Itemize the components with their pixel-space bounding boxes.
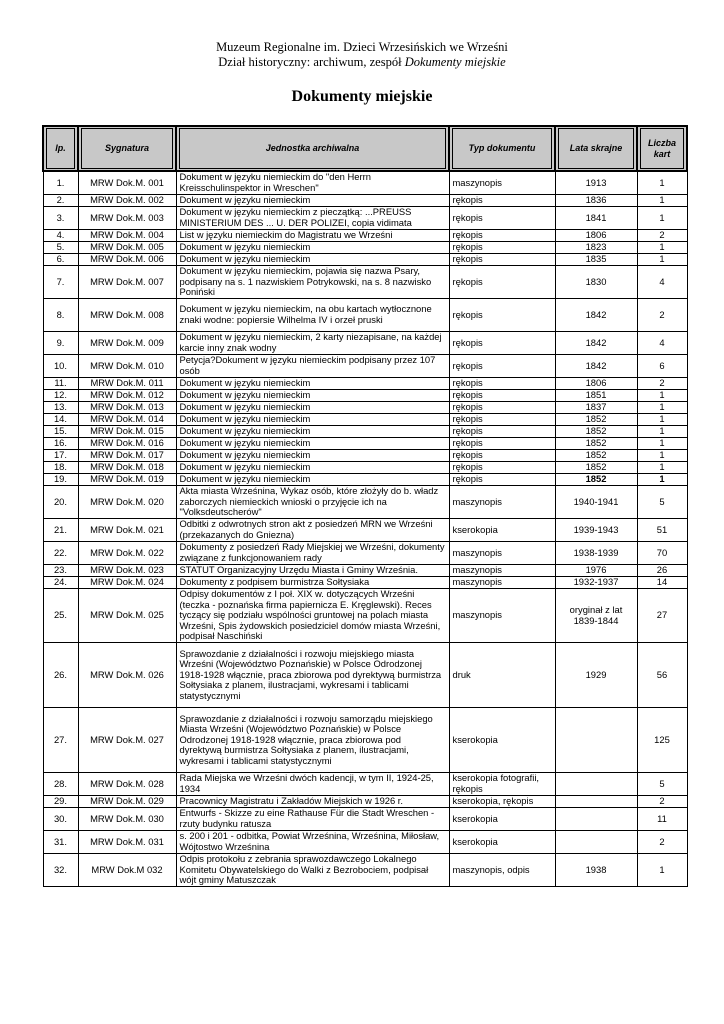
cell-signature: MRW Dok.M. 027: [78, 708, 176, 773]
cell-count: 2: [637, 299, 687, 332]
cell-lp: 20.: [43, 486, 78, 519]
col-header-dates: Lata skrajne: [555, 126, 637, 171]
table-row: [43, 171, 687, 195]
cell-count: 1: [637, 207, 687, 230]
cell-signature: MRW Dok.M. 022: [78, 542, 176, 565]
cell-lp: 30.: [43, 808, 78, 831]
cell-signature: MRW Dok.M. 005: [78, 242, 176, 254]
cell-type: rękopis: [449, 299, 555, 332]
cell-count: 1: [637, 171, 687, 195]
col-header-unit: Jednostka archiwalna: [176, 126, 449, 171]
cell-dates: 1852: [555, 426, 637, 438]
table-row: [43, 299, 687, 332]
cell-count: 6: [637, 355, 687, 378]
cell-type: maszynopis: [449, 171, 555, 195]
cell-type: maszynopis, odpis: [449, 854, 555, 887]
cell-unit: Dokument w języku niemieckim: [176, 402, 449, 414]
collection-name: Dokumenty miejskie: [404, 55, 506, 69]
cell-dates: 1842: [555, 355, 637, 378]
cell-lp: 4.: [43, 230, 78, 242]
cell-signature: MRW Dok.M. 012: [78, 390, 176, 402]
cell-lp: 32.: [43, 854, 78, 887]
cell-dates: 1806: [555, 230, 637, 242]
cell-signature: MRW Dok.M. 017: [78, 450, 176, 462]
cell-count: 125: [637, 708, 687, 773]
cell-count: 2: [637, 230, 687, 242]
cell-unit: Odbitki z odwrotnych stron akt z posiedzeń MRN we Wrześni (przekazanych do Gniezna): [176, 519, 449, 542]
cell-signature: MRW Dok.M. 007: [78, 266, 176, 299]
cell-lp: 8.: [43, 299, 78, 332]
table-row: [43, 450, 687, 462]
cell-dates: 1806: [555, 378, 637, 390]
cell-dates: 1976: [555, 565, 637, 577]
cell-signature: MRW Dok.M. 026: [78, 643, 176, 708]
cell-signature: MRW Dok.M. 023: [78, 565, 176, 577]
col-header-type: Typ dokumentu: [449, 126, 555, 171]
cell-dates: [555, 808, 637, 831]
cell-lp: 6.: [43, 254, 78, 266]
cell-count: 1: [637, 254, 687, 266]
table-row: [43, 402, 687, 414]
cell-signature: MRW Dok.M. 006: [78, 254, 176, 266]
cell-unit: Rada Miejska we Wrześni dwóch kadencji, w tym II, 1924-25, 1934: [176, 773, 449, 796]
cell-unit: Dokument w języku niemieckim: [176, 254, 449, 266]
table-row: [43, 207, 687, 230]
cell-type: rękopis: [449, 242, 555, 254]
cell-dates: 1852: [555, 414, 637, 426]
cell-type: rękopis: [449, 355, 555, 378]
cell-type: kserokopia: [449, 519, 555, 542]
cell-signature: MRW Dok.M. 009: [78, 332, 176, 355]
cell-type: kserokopia, rękopis: [449, 796, 555, 808]
cell-dates: [555, 831, 637, 854]
cell-lp: 11.: [43, 378, 78, 390]
cell-type: maszynopis: [449, 589, 555, 643]
cell-signature: MRW Dok.M. 018: [78, 462, 176, 474]
cell-count: 1: [637, 390, 687, 402]
cell-signature: MRW Dok.M. 029: [78, 796, 176, 808]
cell-lp: 27.: [43, 708, 78, 773]
cell-dates: 1939-1943: [555, 519, 637, 542]
cell-dates: 1835: [555, 254, 637, 266]
cell-unit: Dokument w języku niemieckim: [176, 195, 449, 207]
cell-unit: List w języku niemieckim do Magistratu we Wrześni: [176, 230, 449, 242]
cell-dates: 1852: [555, 438, 637, 450]
table-row: [43, 254, 687, 266]
cell-dates: 1938: [555, 854, 637, 887]
cell-signature: MRW Dok.M. 015: [78, 426, 176, 438]
cell-unit: s. 200 i 201 - odbitka, Powiat Wrześnina, Wrześnina, Miłosław, Wójtostwo Wrześnina: [176, 831, 449, 854]
cell-unit: Dokumenty z podpisem burmistrza Sołtysiaka: [176, 577, 449, 589]
cell-unit: Dokument w języku niemieckim, 2 karty niezapisane, na każdej karcie inny znak wodny: [176, 332, 449, 355]
table-row: [43, 643, 687, 708]
cell-count: 51: [637, 519, 687, 542]
cell-unit: Odpis protokołu z zebrania sprawozdawczego Lokalnego Komitetu Obywatelskiego do Walki z Bezrobociem, podpisał wójt gminy Matuszczak: [176, 854, 449, 887]
cell-unit: Entwurfs - Skizze zu eine Rathause Für die Stadt Wreschen - rzuty budynku ratusza: [176, 808, 449, 831]
cell-type: rękopis: [449, 438, 555, 450]
cell-type: maszynopis: [449, 577, 555, 589]
cell-unit: Dokument w języku niemieckim, na obu kartach wytłocznone znaki wodne: popiersie Wilhelma IV i orzeł pruski: [176, 299, 449, 332]
cell-dates: 1837: [555, 402, 637, 414]
table-row: [43, 542, 687, 565]
table-row: [43, 378, 687, 390]
cell-unit: Dokument w języku niemieckim: [176, 426, 449, 438]
cell-unit: Dokument w języku niemieckim: [176, 390, 449, 402]
cell-dates: 1940-1941: [555, 486, 637, 519]
cell-count: 1: [637, 450, 687, 462]
cell-unit: Dokument w języku niemieckim: [176, 414, 449, 426]
table-row: [43, 230, 687, 242]
cell-signature: MRW Dok.M. 025: [78, 589, 176, 643]
cell-signature: MRW Dok.M. 003: [78, 207, 176, 230]
cell-lp: 21.: [43, 519, 78, 542]
page-title: Dokumenty miejskie: [291, 88, 433, 105]
cell-dates: 1929: [555, 643, 637, 708]
cell-lp: 1.: [43, 171, 78, 195]
cell-count: 2: [637, 831, 687, 854]
cell-signature: MRW Dok.M. 024: [78, 577, 176, 589]
document-header: [0, 40, 724, 70]
cell-lp: 19.: [43, 474, 78, 486]
cell-lp: 23.: [43, 565, 78, 577]
cell-lp: 29.: [43, 796, 78, 808]
cell-dates: 1841: [555, 207, 637, 230]
cell-unit: Dokument w języku niemieckim, pojawia się nazwa Psary, podpisany na s. 1 nazwiskiem Potrykowski, na s. 8 nazwisko Poniński: [176, 266, 449, 299]
cell-dates: 1852: [555, 462, 637, 474]
cell-count: 1: [637, 462, 687, 474]
table-row: [43, 486, 687, 519]
cell-lp: 24.: [43, 577, 78, 589]
table-row: [43, 796, 687, 808]
cell-count: 14: [637, 577, 687, 589]
cell-signature: MRW Dok.M. 008: [78, 299, 176, 332]
cell-signature: MRW Dok.M. 010: [78, 355, 176, 378]
cell-signature: MRW Dok.M. 030: [78, 808, 176, 831]
table-row: [43, 577, 687, 589]
cell-type: rękopis: [449, 378, 555, 390]
cell-type: kserokopia: [449, 808, 555, 831]
cell-signature: MRW Dok.M. 013: [78, 402, 176, 414]
cell-type: maszynopis: [449, 565, 555, 577]
cell-signature: MRW Dok.M. 001: [78, 171, 176, 195]
cell-count: 4: [637, 332, 687, 355]
cell-count: 27: [637, 589, 687, 643]
table-row: [43, 414, 687, 426]
cell-unit: Dokument w języku niemieckim: [176, 242, 449, 254]
table-row: [43, 854, 687, 887]
cell-dates: 1823: [555, 242, 637, 254]
table-body: [43, 171, 687, 887]
table-row: [43, 438, 687, 450]
cell-count: 1: [637, 195, 687, 207]
cell-lp: 2.: [43, 195, 78, 207]
cell-count: 1: [637, 438, 687, 450]
table-row: [43, 808, 687, 831]
cell-type: rękopis: [449, 207, 555, 230]
cell-signature: MRW Dok.M. 028: [78, 773, 176, 796]
cell-count: 2: [637, 378, 687, 390]
cell-type: rękopis: [449, 266, 555, 299]
cell-type: rękopis: [449, 230, 555, 242]
cell-dates: 1851: [555, 390, 637, 402]
table-row: [43, 355, 687, 378]
table-row: [43, 195, 687, 207]
cell-signature: MRW Dok.M. 014: [78, 414, 176, 426]
table-row: [43, 565, 687, 577]
cell-dates: 1932-1937: [555, 577, 637, 589]
cell-lp: 9.: [43, 332, 78, 355]
cell-unit: Dokument w języku niemieckim: [176, 378, 449, 390]
cell-count: 2: [637, 796, 687, 808]
cell-dates: [555, 773, 637, 796]
cell-dates: 1852: [555, 450, 637, 462]
cell-type: rękopis: [449, 254, 555, 266]
cell-count: 1: [637, 426, 687, 438]
cell-lp: 31.: [43, 831, 78, 854]
cell-signature: MRW Dok.M. 020: [78, 486, 176, 519]
cell-dates: 1842: [555, 299, 637, 332]
cell-signature: MRW Dok.M. 019: [78, 474, 176, 486]
cell-unit: Akta miasta Wrześnina, Wykaz osób, które złożyły do b. władz zaborczych niemieckich wnioski o przyjęcie ich na "Volksdeutscherów": [176, 486, 449, 519]
table-row: [43, 426, 687, 438]
cell-count: 70: [637, 542, 687, 565]
cell-count: 11: [637, 808, 687, 831]
cell-unit: Dokument w języku niemieckim: [176, 450, 449, 462]
cell-lp: 13.: [43, 402, 78, 414]
table-row: [43, 332, 687, 355]
cell-signature: MRW Dok.M. 031: [78, 831, 176, 854]
cell-type: rękopis: [449, 332, 555, 355]
cell-dates: 1938-1939: [555, 542, 637, 565]
cell-signature: MRW Dok.M. 016: [78, 438, 176, 450]
cell-dates: 1852: [555, 474, 637, 486]
cell-dates: [555, 708, 637, 773]
cell-unit: Sprawozdanie z działalności i rozwoju miejskiego miasta Wrześni (Województwo Poznańskie) w Polsce Odrodzonej 1918-1928 włącznie, praca zbiorowa pod dyrektywą burmistrza Sołtysiaka z planem, ilustracjami, wykresami i tablicami statystycznymi: [176, 643, 449, 708]
cell-unit: Dokumenty z posiedzeń Rady Miejskiej we Wrześni, dokumenty związane z funkcjonowaniem rady: [176, 542, 449, 565]
cell-type: rękopis: [449, 450, 555, 462]
col-header-lp: lp.: [43, 126, 78, 171]
table-row: [43, 831, 687, 854]
cell-signature: MRW Dok.M 032: [78, 854, 176, 887]
cell-lp: 10.: [43, 355, 78, 378]
cell-lp: 16.: [43, 438, 78, 450]
table-row: [43, 266, 687, 299]
table-row: [43, 242, 687, 254]
cell-lp: 5.: [43, 242, 78, 254]
cell-count: 4: [637, 266, 687, 299]
cell-type: maszynopis: [449, 486, 555, 519]
cell-lp: 17.: [43, 450, 78, 462]
cell-type: rękopis: [449, 426, 555, 438]
cell-type: rękopis: [449, 462, 555, 474]
cell-unit: Petycja?Dokument w języku niemieckim podpisany przez 107 osób: [176, 355, 449, 378]
cell-dates: 1913: [555, 171, 637, 195]
cell-count: 1: [637, 242, 687, 254]
table-header-row: [43, 126, 687, 171]
cell-type: rękopis: [449, 390, 555, 402]
cell-signature: MRW Dok.M. 011: [78, 378, 176, 390]
cell-unit: Dokument w języku niemieckim: [176, 462, 449, 474]
cell-unit: Sprawozdanie z działalności i rozwoju samorządu miejskiego Miasta Wrześni (Województwo Poznańskie) w Polsce Odrodzonej 1918-1928 włącznie, praca zbiorowa pod dyrektywą burmistrza Sołtysiaka z planem, ilustracjami, wykresami i tablicami statystycznymi: [176, 708, 449, 773]
cell-count: 1: [637, 474, 687, 486]
cell-unit: Dokument w języku niemieckim: [176, 438, 449, 450]
department-line: [0, 55, 724, 70]
cell-dates: oryginał z lat 1839-1844: [555, 589, 637, 643]
cell-unit: Dokument w języku niemieckim do "den Herrn Kreisschulinspektor in Wreschen": [176, 171, 449, 195]
cell-lp: 25.: [43, 589, 78, 643]
cell-lp: 3.: [43, 207, 78, 230]
cell-unit: Pracownicy Magistratu i Zakładów Miejskich w 1926 r.: [176, 796, 449, 808]
table-row: [43, 773, 687, 796]
archive-table: [42, 125, 688, 887]
cell-count: 56: [637, 643, 687, 708]
cell-type: maszynopis: [449, 542, 555, 565]
table-row: [43, 519, 687, 542]
cell-unit: STATUT Organizacyjny Urzędu Miasta i Gminy Września.: [176, 565, 449, 577]
cell-signature: MRW Dok.M. 021: [78, 519, 176, 542]
cell-unit: Dokument w języku niemieckim z pieczątką: ...PREUSS MINISTERIUM DES ... U. DER POLIZEI, copia vidimata: [176, 207, 449, 230]
table-row: [43, 474, 687, 486]
col-header-count: Liczba kart: [637, 126, 687, 171]
cell-unit: Dokument w języku niemieckim: [176, 474, 449, 486]
cell-lp: 15.: [43, 426, 78, 438]
cell-type: rękopis: [449, 414, 555, 426]
cell-type: rękopis: [449, 474, 555, 486]
cell-lp: 26.: [43, 643, 78, 708]
museum-name: Muzeum Regionalne im. Dzieci Wrzesińskich we Wrześni: [216, 40, 508, 54]
department-prefix: Dział historyczny: archiwum, zespół: [218, 55, 405, 69]
cell-lp: 7.: [43, 266, 78, 299]
cell-count: 5: [637, 486, 687, 519]
col-header-signature: Sygnatura: [78, 126, 176, 171]
cell-type: rękopis: [449, 195, 555, 207]
table-row: [43, 589, 687, 643]
cell-count: 1: [637, 854, 687, 887]
cell-type: rękopis: [449, 402, 555, 414]
table-row: [43, 462, 687, 474]
cell-lp: 14.: [43, 414, 78, 426]
cell-dates: 1842: [555, 332, 637, 355]
cell-count: 26: [637, 565, 687, 577]
cell-lp: 18.: [43, 462, 78, 474]
cell-unit: Odpisy dokumentów z I poł. XIX w. dotyczących Wrześni (teczka - poznańska firma papiernicza E. Kręglewski). Reces tyczący się podziału wspólności gruntowej na polach miasta Wrześni, Spis żydowskich posiedziciel domów miasta Wrześni, podpisał Naschiński: [176, 589, 449, 643]
cell-count: 5: [637, 773, 687, 796]
cell-signature: MRW Dok.M. 002: [78, 195, 176, 207]
cell-dates: 1836: [555, 195, 637, 207]
cell-lp: 28.: [43, 773, 78, 796]
table-row: [43, 390, 687, 402]
table-row: [43, 708, 687, 773]
cell-dates: [555, 796, 637, 808]
cell-lp: 12.: [43, 390, 78, 402]
cell-signature: MRW Dok.M. 004: [78, 230, 176, 242]
cell-type: kserokopia: [449, 708, 555, 773]
cell-lp: 22.: [43, 542, 78, 565]
cell-count: 1: [637, 414, 687, 426]
cell-count: 1: [637, 402, 687, 414]
cell-dates: 1830: [555, 266, 637, 299]
cell-type: druk: [449, 643, 555, 708]
cell-type: kserokopia fotografii, rękopis: [449, 773, 555, 796]
cell-type: kserokopia: [449, 831, 555, 854]
